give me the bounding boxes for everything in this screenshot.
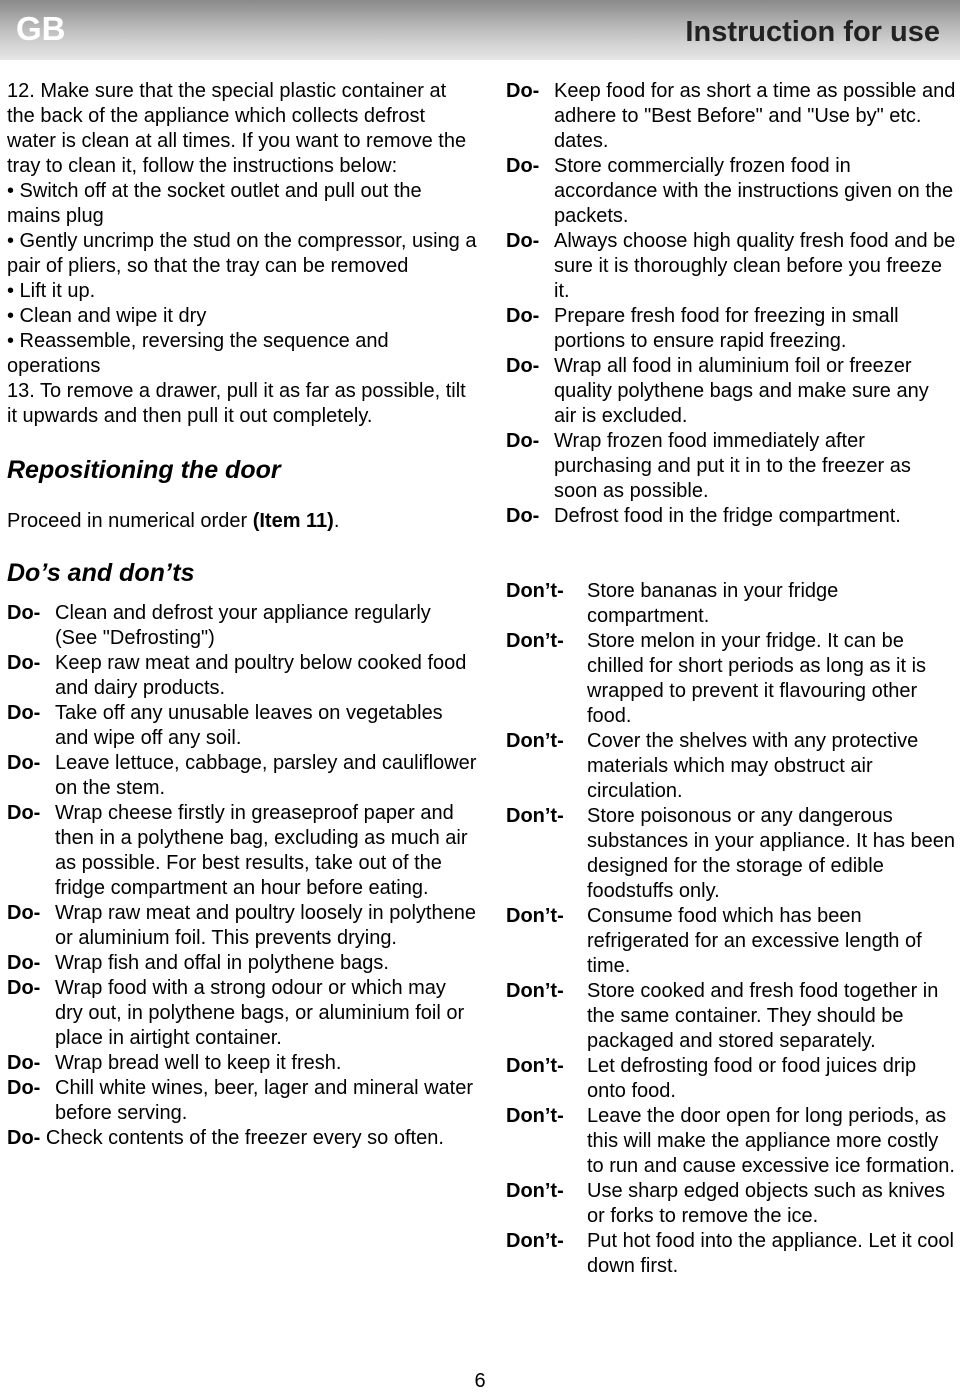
do-item	[7, 601, 477, 651]
do-label: Do-	[506, 355, 540, 377]
dont-label: Don’t-	[506, 980, 564, 1002]
proceed-text-end: .	[333, 510, 340, 532]
right-column	[506, 79, 956, 1279]
dont-text: Put hot food into the appliance. Let it cool down first.	[587, 1230, 954, 1277]
dont-text: Store poisonous or any dangerous substances in your appliance. It has been designed for the storage of edible foodstuffs only.	[587, 805, 956, 902]
repositioning-heading: Repositioning the door	[7, 456, 281, 484]
do-text: Wrap cheese firstly in greaseproof paper and then in a polythene bag, excluding as much air as possible. For best results, take out of the fridge compartment an hour before eating.	[55, 802, 468, 899]
do-label: Do-	[7, 602, 41, 624]
bullet-switch-off: • Switch off at the socket outlet and pull out the mains plug	[7, 180, 422, 227]
bullet-uncrimp: • Gently uncrimp the stud on the compressor, using a pair of pliers, so that the tray can be removed	[7, 230, 477, 277]
do-item	[506, 229, 956, 304]
dont-text: Store melon in your fridge. It can be chilled for short periods as long as it is wrapped to prevent it flavouring other food.	[587, 630, 927, 727]
dos-and-donts-heading: Do’s and don’ts	[7, 559, 195, 587]
do-label: Do-	[506, 155, 540, 177]
header-title: Instruction for use	[685, 16, 940, 48]
do-item	[7, 651, 477, 701]
proceed-text-main: Proceed in numerical order	[7, 510, 253, 532]
do-item	[506, 304, 956, 354]
do-text: Store commercially frozen food in accordance with the instructions given on the packets.	[554, 155, 954, 227]
language-code: GB	[16, 10, 66, 47]
do-text: Defrost food in the fridge compartment.	[554, 505, 901, 527]
do-label: Do-	[7, 652, 41, 674]
do-text: Keep food for as short a time as possible and adhere to "Best Before" and "Use by" etc. dates.	[554, 80, 956, 152]
do-text: Chill white wines, beer, lager and mineral water before serving.	[55, 1077, 473, 1124]
dont-item	[506, 904, 956, 979]
proceed-text-item: (Item 11)	[252, 510, 334, 532]
do-text: Prepare fresh food for freezing in small portions to ensure rapid freezing.	[554, 305, 899, 352]
instruction-12: 12. Make sure that the special plastic container at the back of the appliance which collects defrost water is clean at all times. If you want to remove the tray to clean it, follow the instructions below:	[7, 80, 467, 177]
do-text: Take off any unusable leaves on vegetables and wipe off any soil.	[55, 702, 443, 749]
dont-label: Don’t-	[506, 805, 564, 827]
dont-item	[506, 629, 956, 729]
do-item	[7, 1126, 477, 1151]
do-label: Do-	[506, 505, 540, 527]
dont-text: Let defrosting food or food juices drip onto food.	[587, 1055, 917, 1102]
dont-label: Don’t-	[506, 1230, 564, 1252]
do-text: Wrap frozen food immediately after purchasing and put it in to the freezer as soon as possible.	[554, 430, 911, 502]
do-label: Do-	[7, 1077, 41, 1099]
dont-label: Don’t-	[506, 630, 564, 652]
do-label: Do-	[506, 80, 540, 102]
dont-label: Don’t-	[506, 905, 564, 927]
do-item	[506, 79, 956, 154]
do-label: Do-	[7, 977, 41, 999]
do-label: Do-	[506, 430, 540, 452]
do-item	[7, 951, 477, 976]
do-text: Wrap food with a strong odour or which may dry out, in polythene bags, or aluminium foil or place in airtight container.	[55, 977, 465, 1049]
dont-item	[506, 1179, 956, 1229]
instruction-13: 13. To remove a drawer, pull it as far as possible, tilt it upwards and then pull it out completely.	[7, 380, 466, 427]
do-label: Do-	[7, 1127, 41, 1149]
dont-item	[506, 804, 956, 904]
do-text: Always choose high quality fresh food and be sure it is thoroughly clean before you freeze it.	[554, 230, 956, 302]
do-text: Check contents of the freezer every so often.	[40, 1127, 444, 1149]
do-item	[506, 504, 956, 529]
do-item	[7, 976, 477, 1051]
do-item	[506, 354, 956, 429]
bullet-reassemble: • Reassemble, reversing the sequence and operations	[7, 330, 389, 377]
page-header	[0, 0, 960, 60]
do-label: Do-	[7, 702, 41, 724]
do-label: Do-	[7, 1052, 41, 1074]
do-item	[7, 901, 477, 951]
do-text: Wrap raw meat and poultry loosely in polythene or aluminium foil. This prevents drying.	[55, 902, 476, 949]
dont-text: Use sharp edged objects such as knives or forks to remove the ice.	[587, 1180, 945, 1227]
do-item	[7, 801, 477, 901]
do-text: Clean and defrost your appliance regularly (See "Defrosting")	[55, 602, 431, 649]
dont-text: Store bananas in your fridge compartment.	[587, 580, 839, 627]
do-label: Do-	[7, 952, 41, 974]
do-label: Do-	[7, 902, 41, 924]
do-label: Do-	[506, 230, 540, 252]
dont-item	[506, 1104, 956, 1179]
dont-item	[506, 579, 956, 629]
bullet-lift: • Lift it up.	[7, 280, 96, 302]
do-label: Do-	[7, 802, 41, 824]
do-label: Do-	[506, 305, 540, 327]
do-text: Wrap all food in aluminium foil or freezer quality polythene bags and make sure any air is excluded.	[554, 355, 929, 427]
dont-text: Store cooked and fresh food together in the same container. They should be packaged and stored separately.	[587, 980, 939, 1052]
left-column	[7, 79, 477, 1151]
dont-text: Leave the door open for long periods, as this will make the appliance more costly to run and cause excessive ice formation.	[587, 1105, 955, 1177]
dont-item	[506, 1229, 956, 1279]
dont-label: Don’t-	[506, 730, 564, 752]
dont-text: Cover the shelves with any protective materials which may obstruct air circulation.	[587, 730, 919, 802]
bullet-clean: • Clean and wipe it dry	[7, 305, 207, 327]
do-text: Leave lettuce, cabbage, parsley and cauliflower on the stem.	[55, 752, 477, 799]
do-text: Keep raw meat and poultry below cooked food and dairy products.	[55, 652, 467, 699]
page-number: 6	[474, 1370, 486, 1392]
do-label: Do-	[7, 752, 41, 774]
section-gap	[506, 529, 956, 579]
dont-item	[506, 729, 956, 804]
do-item	[7, 1076, 477, 1126]
do-item	[506, 429, 956, 504]
do-item	[506, 154, 956, 229]
dont-label: Don’t-	[506, 1180, 564, 1202]
do-item	[7, 701, 477, 751]
do-item	[7, 751, 477, 801]
do-text: Wrap bread well to keep it fresh.	[55, 1052, 342, 1074]
proceed-text	[7, 509, 477, 534]
dont-label: Don’t-	[506, 1105, 564, 1127]
dont-item	[506, 979, 956, 1054]
dont-label: Don’t-	[506, 580, 564, 602]
do-text: Wrap fish and offal in polythene bags.	[55, 952, 389, 974]
dont-label: Don’t-	[506, 1055, 564, 1077]
dont-item	[506, 1054, 956, 1104]
dont-text: Consume food which has been refrigerated for an excessive length of time.	[587, 905, 922, 977]
do-item	[7, 1051, 477, 1076]
